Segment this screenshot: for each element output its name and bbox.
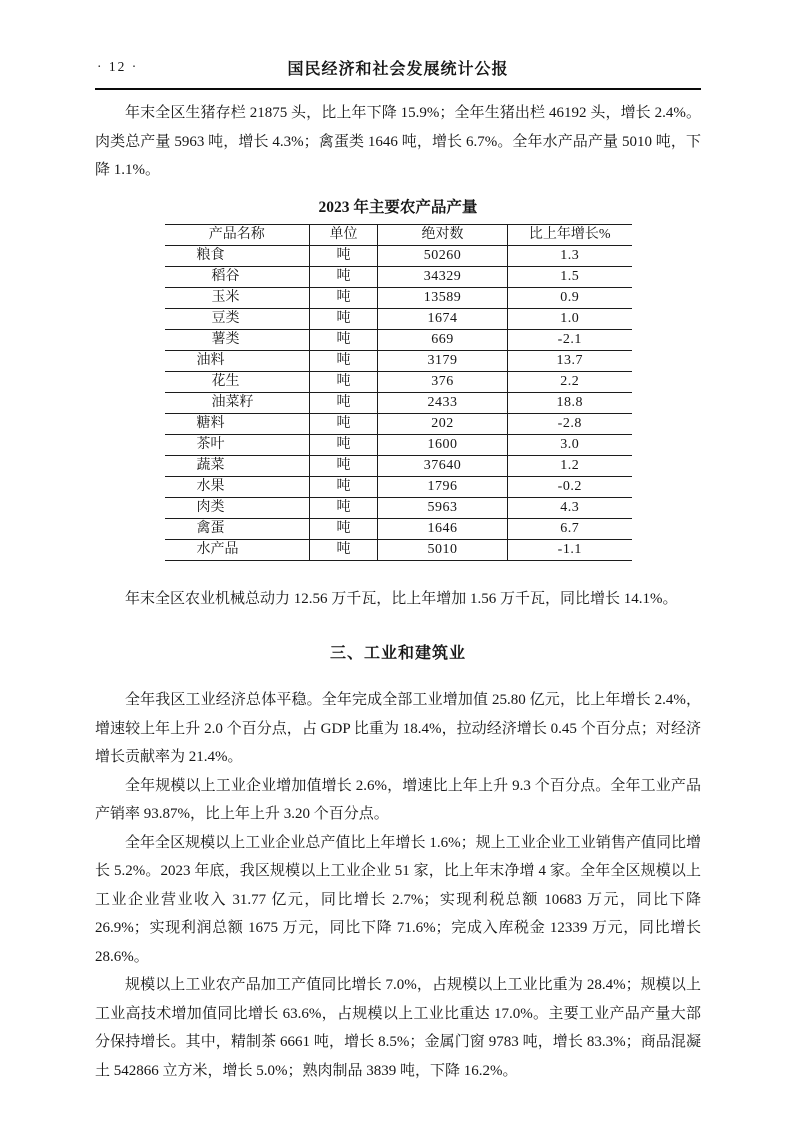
cell-absolute-value: 3179 bbox=[378, 350, 508, 371]
paragraph-industry-4: 规模以上工业农产品加工产值同比增长 7.0%，占规模以上工业比重为 28.4%；规模以上工业高技术增加值同比增长 63.6%，占规模以上工业比重达 17.0%。主要工业产品产量大部分保持增长。其中，精制茶 6661 吨，增长 8.5%；金属门窗 9783 吨，增长 83.3%；商品混凝土 542866 立方米，增长 5.0%；熟肉制品 3839 吨，下降 16.2%。 bbox=[95, 977, 701, 1079]
cell-product-name: 糖料 bbox=[165, 413, 310, 434]
cell-product-name: 油料 bbox=[165, 350, 310, 371]
paragraph-industry-3: 全年全区规模以上工业企业总产值比上年增长 1.6%；规上工业企业工业销售产值同比增长 5.2%。2023 年底，我区规模以上工业企业 51 家，比上年末净增 4 家。全年全区规模以上工业企业营业收入 31.77 亿元，同比增长 2.7%；实现利税总额 10683 万元，同比下降 26.9%；实现利润总额 1675 万元，同比下降 71.6%；完成入库税金 12339 万元，同比增长 28.6%。 bbox=[95, 834, 701, 965]
cell-absolute-value: 669 bbox=[378, 329, 508, 350]
column-header-product: 产品名称 bbox=[165, 224, 310, 245]
table-row bbox=[165, 329, 632, 350]
cell-unit: 吨 bbox=[310, 308, 378, 329]
paragraph-industry-2: 全年规模以上工业企业增加值增长 2.6%，增速比上年上升 9.3 个百分点。全年工业产品产销率 93.87%，比上年上升 3.20 个百分点。 bbox=[95, 777, 701, 822]
table-row bbox=[165, 266, 632, 287]
cell-unit: 吨 bbox=[310, 266, 378, 287]
cell-growth: -1.1 bbox=[508, 539, 632, 560]
cell-absolute-value: 2433 bbox=[378, 392, 508, 413]
cell-growth: -2.8 bbox=[508, 413, 632, 434]
table-row bbox=[165, 245, 632, 266]
cell-unit: 吨 bbox=[310, 329, 378, 350]
cell-unit: 吨 bbox=[310, 434, 378, 455]
cell-unit: 吨 bbox=[310, 539, 378, 560]
table-header-row bbox=[165, 224, 632, 245]
paragraph-machinery: 年末全区农业机械总动力 12.56 万千瓦，比上年增加 1.56 万千瓦，同比增长 14.1%。 bbox=[125, 590, 678, 607]
cell-growth: 1.3 bbox=[508, 245, 632, 266]
table-row bbox=[165, 518, 632, 539]
table-row bbox=[165, 350, 632, 371]
cell-unit: 吨 bbox=[310, 371, 378, 392]
cell-absolute-value: 1796 bbox=[378, 476, 508, 497]
cell-growth: 6.7 bbox=[508, 518, 632, 539]
table-row bbox=[165, 308, 632, 329]
cell-growth: 13.7 bbox=[508, 350, 632, 371]
table-row bbox=[165, 497, 632, 518]
cell-unit: 吨 bbox=[310, 476, 378, 497]
cell-product-name: 油菜籽 bbox=[165, 392, 310, 413]
section-industry-paragraphs bbox=[95, 686, 701, 1085]
table-row bbox=[165, 392, 632, 413]
cell-unit: 吨 bbox=[310, 287, 378, 308]
table-row bbox=[165, 287, 632, 308]
cell-product-name: 花生 bbox=[165, 371, 310, 392]
cell-product-name: 稻谷 bbox=[165, 266, 310, 287]
column-header-unit: 单位 bbox=[310, 224, 378, 245]
cell-absolute-value: 37640 bbox=[378, 455, 508, 476]
section-heading-industry: 三、工业和建筑业 bbox=[329, 645, 466, 662]
table-title: 2023 年主要农产品产量 bbox=[318, 198, 478, 216]
cell-growth: 1.0 bbox=[508, 308, 632, 329]
cell-unit: 吨 bbox=[310, 413, 378, 434]
cell-absolute-value: 5010 bbox=[378, 539, 508, 560]
cell-product-name: 水产品 bbox=[165, 539, 310, 560]
cell-product-name: 豆类 bbox=[165, 308, 310, 329]
paragraph-industry-1: 全年我区工业经济总体平稳。全年完成全部工业增加值 25.80 亿元，比上年增长 2.4%，增速较上年上升 2.0 个百分点，占 GDP 比重为 18.4%，拉动经济增长 0.45 个百分点；对经济增长贡献率为 21.4%。 bbox=[95, 692, 701, 765]
column-header-value: 绝对数 bbox=[378, 224, 508, 245]
cell-growth: 2.2 bbox=[508, 371, 632, 392]
table-body bbox=[165, 245, 632, 560]
table-row bbox=[165, 539, 632, 560]
cell-product-name: 玉米 bbox=[165, 287, 310, 308]
cell-growth: 1.2 bbox=[508, 455, 632, 476]
cell-unit: 吨 bbox=[310, 350, 378, 371]
cell-absolute-value: 13589 bbox=[378, 287, 508, 308]
cell-unit: 吨 bbox=[310, 455, 378, 476]
cell-absolute-value: 50260 bbox=[378, 245, 508, 266]
cell-growth: 18.8 bbox=[508, 392, 632, 413]
cell-absolute-value: 202 bbox=[378, 413, 508, 434]
running-head bbox=[95, 56, 701, 90]
cell-growth: 0.9 bbox=[508, 287, 632, 308]
cell-absolute-value: 5963 bbox=[378, 497, 508, 518]
cell-absolute-value: 34329 bbox=[378, 266, 508, 287]
table-row bbox=[165, 434, 632, 455]
cell-absolute-value: 1646 bbox=[378, 518, 508, 539]
cell-absolute-value: 1600 bbox=[378, 434, 508, 455]
cell-product-name: 茶叶 bbox=[165, 434, 310, 455]
cell-product-name: 薯类 bbox=[165, 329, 310, 350]
cell-absolute-value: 376 bbox=[378, 371, 508, 392]
page-number: · 12 · bbox=[97, 59, 139, 74]
paragraph-livestock: 年末全区生猪存栏 21875 头，比上年下降 15.9%；全年生猪出栏 46192 头，增长 2.4%。肉类总产量 5963 吨，增长 4.3%；禽蛋类 1646 吨，增长 6.7%。全年水产品产量 5010 吨，下降 1.1%。 bbox=[95, 105, 701, 178]
cell-product-name: 禽蛋 bbox=[165, 518, 310, 539]
cell-growth: 3.0 bbox=[508, 434, 632, 455]
cell-product-name: 水果 bbox=[165, 476, 310, 497]
cell-product-name: 肉类 bbox=[165, 497, 310, 518]
table-row bbox=[165, 413, 632, 434]
table-row bbox=[165, 371, 632, 392]
cell-product-name: 蔬菜 bbox=[165, 455, 310, 476]
cell-unit: 吨 bbox=[310, 245, 378, 266]
cell-growth: 1.5 bbox=[508, 266, 632, 287]
cell-unit: 吨 bbox=[310, 497, 378, 518]
table-row bbox=[165, 476, 632, 497]
cell-product-name: 粮食 bbox=[165, 245, 310, 266]
cell-growth: 4.3 bbox=[508, 497, 632, 518]
cell-absolute-value: 1674 bbox=[378, 308, 508, 329]
column-header-growth: 比上年增长% bbox=[508, 224, 632, 245]
cell-unit: 吨 bbox=[310, 392, 378, 413]
cell-unit: 吨 bbox=[310, 518, 378, 539]
cell-growth: -2.1 bbox=[508, 329, 632, 350]
cell-growth: -0.2 bbox=[508, 476, 632, 497]
table-row bbox=[165, 455, 632, 476]
document-title: 国民经济和社会发展统计公报 bbox=[287, 61, 509, 78]
agricultural-products-table bbox=[165, 224, 632, 561]
